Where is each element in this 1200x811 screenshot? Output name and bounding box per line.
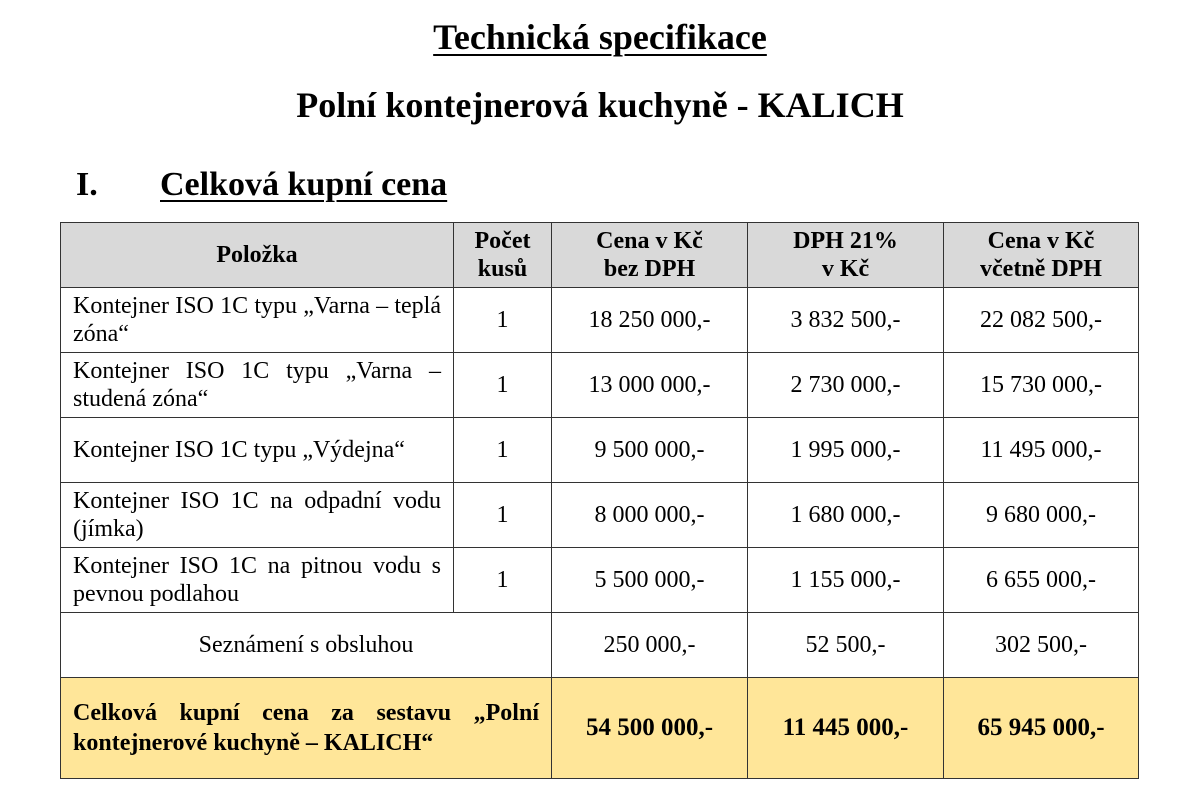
row-total: 22 082 500,- bbox=[944, 288, 1139, 353]
row-vat: 1 155 000,- bbox=[748, 548, 944, 613]
grand-total-total: 65 945 000,- bbox=[944, 678, 1139, 779]
row-price: 13 000 000,- bbox=[552, 353, 748, 418]
table-header-row bbox=[61, 223, 1139, 288]
grand-total-price: 54 500 000,- bbox=[552, 678, 748, 779]
header-vat: DPH 21% v Kč bbox=[748, 223, 944, 288]
row-count: 1 bbox=[454, 483, 552, 548]
row-total: 15 730 000,- bbox=[944, 353, 1139, 418]
row-item: Kontejner ISO 1C typu „Výdejna“ bbox=[61, 418, 454, 483]
header-item: Položka bbox=[61, 223, 454, 288]
training-price: 250 000,- bbox=[552, 613, 748, 678]
row-vat: 1 680 000,- bbox=[748, 483, 944, 548]
row-item: Kontejner ISO 1C na odpadní vodu (jímka) bbox=[61, 483, 454, 548]
row-vat: 2 730 000,- bbox=[748, 353, 944, 418]
row-price: 18 250 000,- bbox=[552, 288, 748, 353]
row-price: 9 500 000,- bbox=[552, 418, 748, 483]
section-heading bbox=[76, 166, 447, 204]
row-item: Kontejner ISO 1C typu „Varna – studená zóna“ bbox=[61, 353, 454, 418]
header-price: Cena v Kč bez DPH bbox=[552, 223, 748, 288]
table-row bbox=[61, 548, 1139, 613]
row-vat: 3 832 500,- bbox=[748, 288, 944, 353]
section-title: Celková kupní cena bbox=[160, 166, 448, 203]
table-row bbox=[61, 418, 1139, 483]
row-total: 9 680 000,- bbox=[944, 483, 1139, 548]
table-row bbox=[61, 353, 1139, 418]
row-count: 1 bbox=[454, 548, 552, 613]
grand-total-label: Celková kupní cena za sestavu „Polní kontejnerové kuchyně – KALICH“ bbox=[61, 678, 552, 779]
row-price: 5 500 000,- bbox=[552, 548, 748, 613]
row-vat: 1 995 000,- bbox=[748, 418, 944, 483]
row-total: 11 495 000,- bbox=[944, 418, 1139, 483]
grand-total-vat: 11 445 000,- bbox=[748, 678, 944, 779]
row-total: 6 655 000,- bbox=[944, 548, 1139, 613]
row-count: 1 bbox=[454, 288, 552, 353]
grand-total-row bbox=[61, 678, 1139, 779]
row-count: 1 bbox=[454, 353, 552, 418]
training-row bbox=[61, 613, 1139, 678]
row-item: Kontejner ISO 1C na pitnou vodu s pevnou podlahou bbox=[61, 548, 454, 613]
header-count: Počet kusů bbox=[454, 223, 552, 288]
training-vat: 52 500,- bbox=[748, 613, 944, 678]
header-total: Cena v Kč včetně DPH bbox=[944, 223, 1139, 288]
table-row bbox=[61, 288, 1139, 353]
document-subtitle: Polní kontejnerová kuchyně - KALICH bbox=[296, 85, 904, 125]
price-table bbox=[60, 222, 1139, 779]
row-price: 8 000 000,- bbox=[552, 483, 748, 548]
row-item: Kontejner ISO 1C typu „Varna – teplá zóna“ bbox=[61, 288, 454, 353]
section-number: I. bbox=[76, 166, 98, 203]
document-title: Technická specifikace bbox=[433, 17, 767, 57]
table-row bbox=[61, 483, 1139, 548]
training-label: Seznámení s obsluhou bbox=[61, 613, 552, 678]
training-total: 302 500,- bbox=[944, 613, 1139, 678]
row-count: 1 bbox=[454, 418, 552, 483]
